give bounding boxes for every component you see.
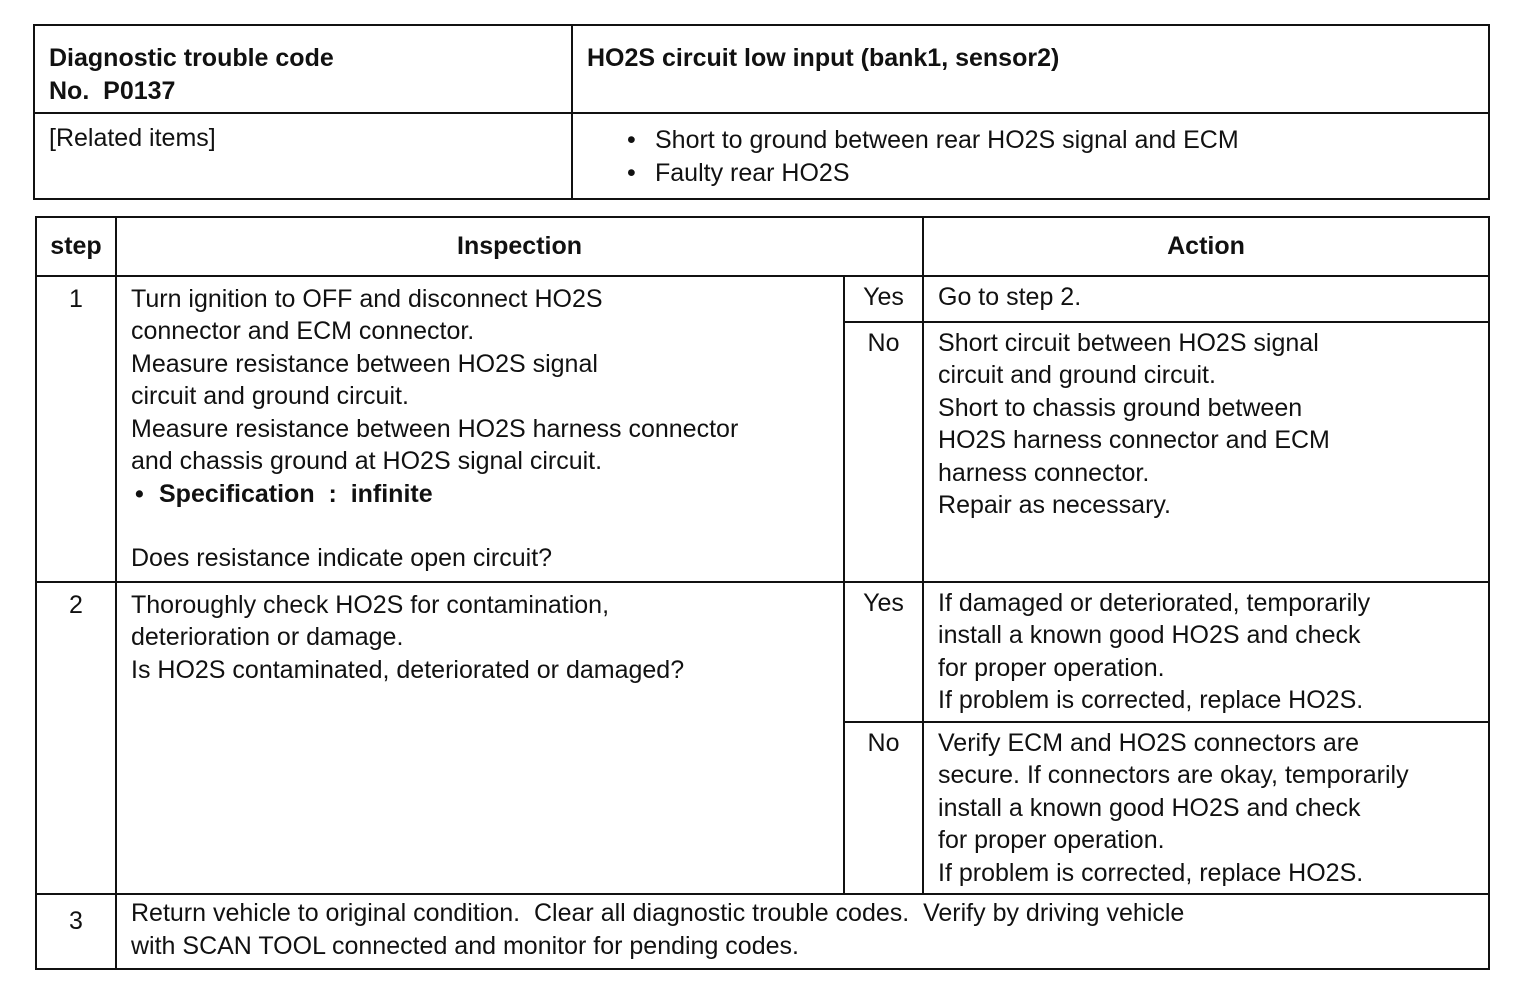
step-inspection xyxy=(116,582,844,895)
no-label: No xyxy=(844,322,923,582)
specification: • Specification : infinite xyxy=(131,478,831,511)
inspection-line: connector and ECM connector. xyxy=(131,317,475,345)
dtc-number: No. P0137 xyxy=(49,77,176,105)
no-action xyxy=(923,722,1489,895)
yes-action xyxy=(923,276,1489,322)
inspection-line: Turn ignition to OFF and disconnect HO2S xyxy=(131,284,603,313)
inspection-question: Does resistance indicate open circuit? xyxy=(131,544,553,572)
related-items-cell xyxy=(572,113,1489,199)
action-line: for proper operation. xyxy=(938,826,1165,854)
dtc-label-cell xyxy=(34,25,572,113)
inspection-column-header: Inspection xyxy=(116,217,923,276)
related-label-cell xyxy=(34,113,572,199)
action-line: circuit and ground circuit. xyxy=(938,361,1216,389)
dtc-label: Diagnostic trouble code xyxy=(49,44,334,72)
yes-action xyxy=(923,582,1489,722)
table-row xyxy=(36,582,1489,722)
action-line: HO2S harness connector and ECM xyxy=(938,426,1330,454)
related-item: • Short to ground between rear HO2S signal and ECM xyxy=(627,124,1474,157)
table-row xyxy=(36,894,1489,969)
final-line: with SCAN TOOL connected and monitor for pending codes. xyxy=(131,931,799,960)
step-number: 2 xyxy=(36,582,116,895)
inspection-line: Is HO2S contaminated, deteriorated or damaged? xyxy=(131,655,685,684)
action-line: harness connector. xyxy=(938,458,1150,487)
action-line: Go to step 2. xyxy=(938,282,1082,311)
action-line: If problem is corrected, replace HO2S. xyxy=(938,686,1364,714)
step-inspection xyxy=(116,276,844,582)
no-action xyxy=(923,322,1489,582)
inspection-line: Measure resistance between HO2S harness connector xyxy=(131,414,739,443)
action-line: Short circuit between HO2S signal xyxy=(938,328,1319,357)
action-line: Short to chassis ground between xyxy=(938,393,1303,422)
action-line: secure. If connectors are okay, temporarily xyxy=(938,761,1409,789)
action-line: Repair as necessary. xyxy=(938,491,1171,519)
inspection-line: Thoroughly check HO2S for contamination, xyxy=(131,590,610,619)
related-item: • Faulty rear HO2S xyxy=(627,157,1474,190)
step-column-header: step xyxy=(36,217,116,276)
action-line: install a known good HO2S and check xyxy=(938,793,1361,822)
yes-label: Yes xyxy=(844,582,923,722)
yes-label: Yes xyxy=(844,276,923,322)
dtc-title-cell xyxy=(572,25,1489,113)
inspection-line: Measure resistance between HO2S signal xyxy=(131,349,598,378)
action-column-header: Action xyxy=(923,217,1489,276)
action-line: for proper operation. xyxy=(938,653,1165,682)
final-line: Return vehicle to original condition. Clear all diagnostic trouble codes. Verify by driving vehicle xyxy=(131,899,1185,927)
action-line: If damaged or deteriorated, temporarily xyxy=(938,588,1371,617)
table-row xyxy=(36,276,1489,322)
inspection-line: and chassis ground at HO2S signal circuit. xyxy=(131,447,603,475)
action-line: If problem is corrected, replace HO2S. xyxy=(938,858,1364,887)
no-label: No xyxy=(844,722,923,895)
step-final-text xyxy=(116,894,1489,969)
inspection-line: circuit and ground circuit. xyxy=(131,382,409,410)
dtc-header-table xyxy=(33,24,1490,200)
action-line: Verify ECM and HO2S connectors are xyxy=(938,728,1360,757)
diagnostic-steps-table xyxy=(35,216,1490,970)
related-items-label: [Related items] xyxy=(49,124,216,152)
step-number: 1 xyxy=(36,276,116,582)
table-header-row xyxy=(36,217,1489,276)
related-items-list xyxy=(587,120,1474,190)
step-number: 3 xyxy=(36,894,116,969)
action-line: install a known good HO2S and check xyxy=(938,621,1361,649)
dtc-title: HO2S circuit low input (bank1, sensor2) xyxy=(587,44,1060,72)
inspection-line: deterioration or damage. xyxy=(131,623,404,651)
